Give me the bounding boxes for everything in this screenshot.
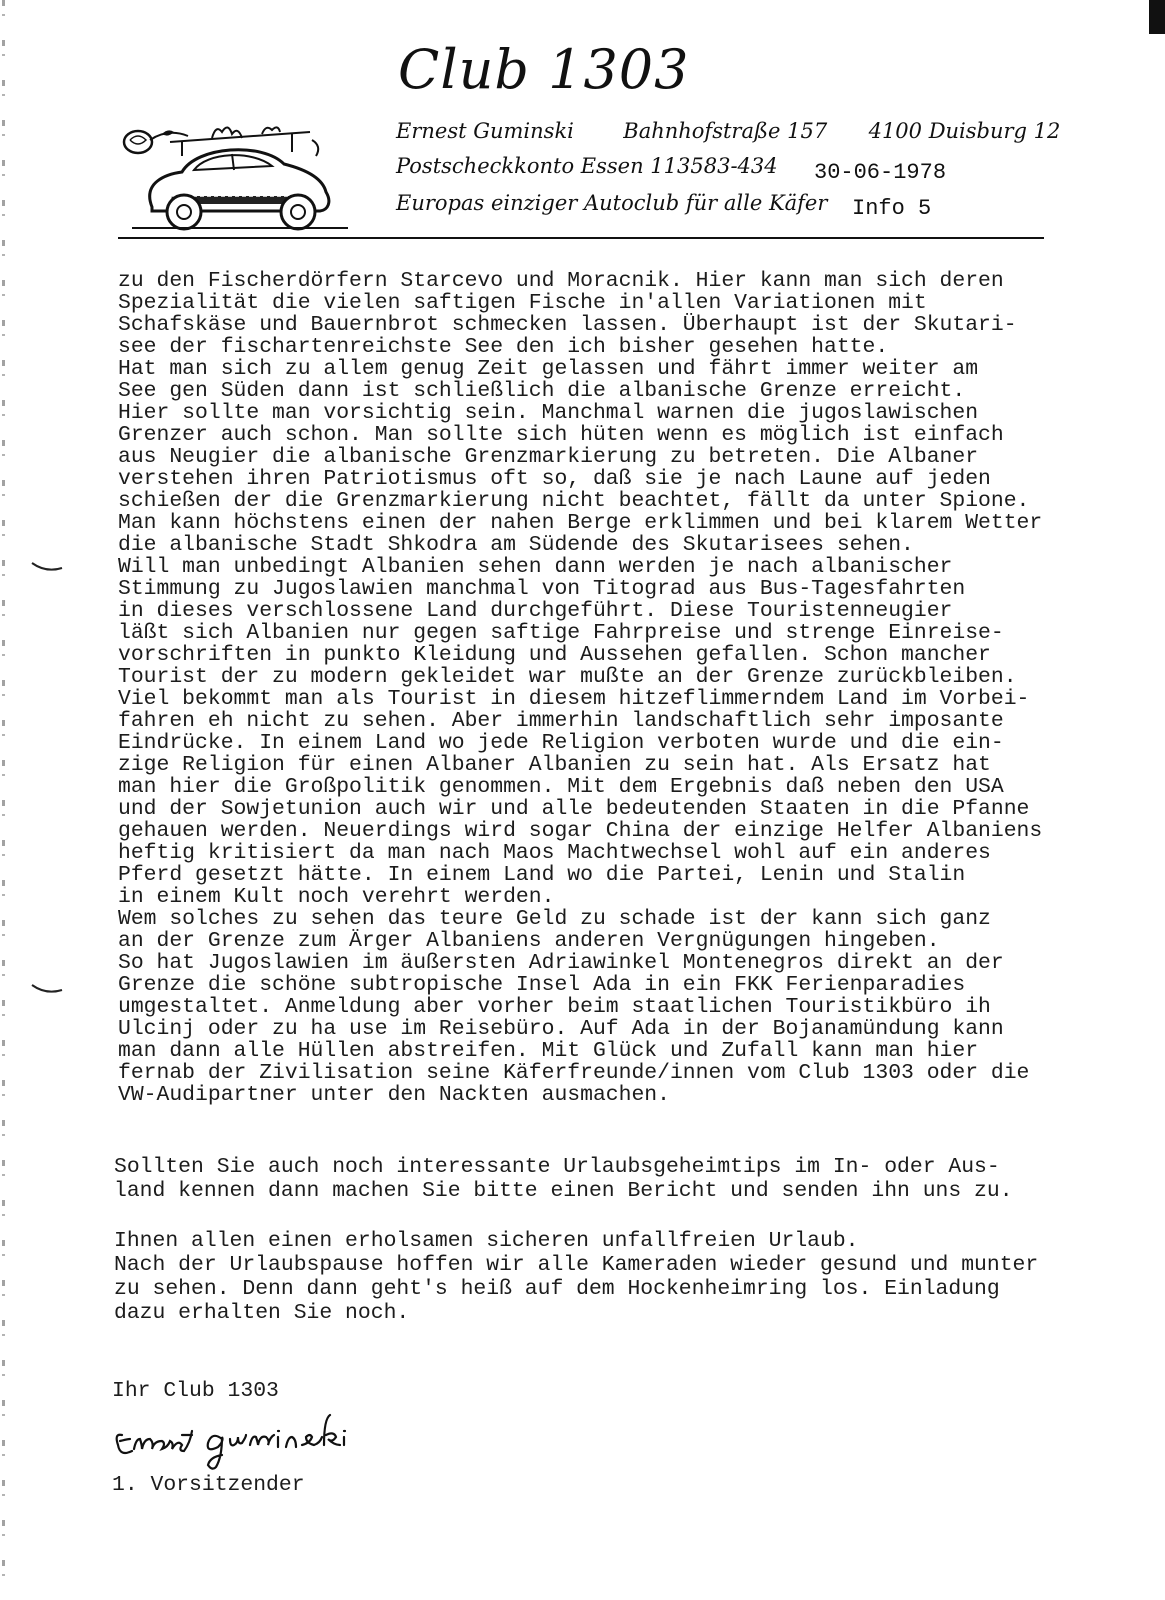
letter-date: 30-06-1978 — [814, 160, 947, 185]
body-line: umgestaltet. Anmeldung aber vorher beim staatlichen Touristikbüro ih — [118, 995, 991, 1019]
body-line: dazu erhalten Sie noch. — [114, 1301, 410, 1325]
body-line: see der fischartenreichste See den ich bisher gesehen hatte. — [118, 335, 889, 359]
body-line: zu sehen. Denn dann geht's heiß auf dem Hockenheimring los. Einladung — [114, 1277, 1000, 1301]
body-line: Pferd gesetzt hätte. In einem Land wo die Partei, Lenin und Stalin — [118, 863, 966, 887]
body-line: Viel bekommt man als Tourist in diesem hitzeflimmerndem Land im Vorbei- — [118, 687, 1030, 711]
body-line: aus Neugier die albanische Grenzmarkierung zu betreten. Die Albaner — [118, 445, 979, 469]
body-line: VW-Audipartner unter den Nackten ausmachen. — [118, 1083, 670, 1107]
body-line: verstehen ihren Patriotismus oft so, daß sie je nach Laune auf jeden — [118, 467, 991, 491]
club-tagline: Europas einziger Autoclub für alle Käfer — [396, 191, 828, 215]
body-line: Sollten Sie auch noch interessante Urlaubsgeheimtips im In- oder Aus- — [114, 1155, 1000, 1179]
body-line: Will man unbedingt Albanien sehen dann werden je nach albanischer — [118, 555, 953, 579]
member-name: Ernest Guminski — [396, 119, 574, 143]
club-title: Club 1303 — [398, 38, 690, 101]
body-line: Ulcinj oder zu ha use im Reisebüro. Auf Ada in der Bojanamündung kann — [118, 1017, 1004, 1041]
body-line: Wem solches zu sehen das teure Geld zu schade ist der kann sich ganz — [118, 907, 991, 931]
body-line: Hier sollte man vorsichtig sein. Manchmal warnen die jugoslawischen — [118, 401, 979, 425]
body-line: und der Sowjetunion auch wir und alle bedeutenden Staaten in die Pfanne — [118, 797, 1030, 821]
body-line: Man kann höchstens einen der nahen Berge erklimmen und bei klarem Wetter — [118, 511, 1043, 535]
body-line: Schafskäse und Bauernbrot schmecken lassen. Überhaupt ist der Skutari- — [118, 313, 1017, 337]
body-line: die albanische Stadt Shkodra am Südende des Skutarisees sehen. — [118, 533, 914, 557]
body-line: Hat man sich zu allem genug Zeit gelassen und fährt immer weiter am — [118, 357, 979, 381]
signer-role: 1. Vorsitzender — [112, 1473, 305, 1497]
info-number: Info 5 — [852, 196, 932, 221]
body-line: Tourist der zu modern gekleidet war mußte an der Grenze zurückbleiben. — [118, 665, 1017, 689]
body-line: So hat Jugoslawien im äußersten Adriawinkel Montenegros direkt an der — [118, 951, 1004, 975]
address-line — [396, 118, 1060, 144]
scan-corner-mark — [1149, 0, 1165, 34]
body-line: Grenzer auch schon. Man sollte sich hüten wenn es möglich ist einfach — [118, 423, 1004, 447]
body-line: an der Grenze zum Ärger Albaniens anderen Vergnügungen hingeben. — [118, 929, 940, 953]
body-line: zu den Fischerdörfern Starcevo und Moracnik. Hier kann man sich deren — [118, 269, 1004, 293]
body-line: Spezialität die vielen saftigen Fische in'allen Variationen mit — [118, 291, 927, 315]
body-line: land kennen dann machen Sie bitte einen Bericht und senden ihn uns zu. — [114, 1179, 1013, 1203]
body-line: zige Religion für einen Albaner Albanien zu sein hat. Als Ersatz hat — [118, 753, 991, 777]
body-line: heftig kritisiert da man nach Maos Machtwechsel wohl auf ein anderes — [118, 841, 991, 865]
body-line: Stimmung zu Jugoslawien manchmal von Titograd aus Bus-Tagesfahrten — [118, 577, 966, 601]
body-line: schießen der die Grenzmarkierung nicht beachtet, fällt da unter Spione. — [118, 489, 1030, 513]
body-line: Nach der Urlaubspause hoffen wir alle Kameraden wieder gesund und munter — [114, 1253, 1039, 1277]
scan-left-edge — [2, 0, 5, 1600]
body-line: vorschriften in punkto Kleidung und Aussehen gefallen. Schon mancher — [118, 643, 991, 667]
body-line: in einem Kult noch verehrt werden. — [118, 885, 555, 909]
body-line: fernab der Zivilisation seine Käferfreunde/innen vom Club 1303 oder die — [118, 1061, 1030, 1085]
margin-tick-mark — [30, 560, 64, 574]
postal-account: Postscheckkonto Essen 113583-434 — [396, 154, 778, 178]
beetle-car-logo — [112, 112, 354, 234]
body-line: Eindrücke. In einem Land wo jede Religion verboten wurde und die ein- — [118, 731, 1004, 755]
header-divider — [118, 237, 1044, 239]
body-line: See gen Süden dann ist schließlich die albanische Grenze erreicht. — [118, 379, 966, 403]
handwritten-signature — [112, 1405, 412, 1471]
street-address: Bahnhofstraße 157 — [623, 119, 828, 143]
body-line: läßt sich Albanien nur gegen saftige Fahrpreise und strenge Einreise- — [118, 621, 1004, 645]
body-line: in dieses verschlossene Land durchgeführt. Diese Touristenneugier — [118, 599, 953, 623]
margin-tick-mark — [30, 982, 64, 996]
body-line: gehauen werden. Neuerdings wird sogar China der einzige Helfer Albaniens — [118, 819, 1043, 843]
body-line: man dann alle Hüllen abstreifen. Mit Glück und Zufall kann man hier — [118, 1039, 979, 1063]
city-address: 4100 Duisburg 12 — [868, 119, 1061, 143]
body-line: fahren eh nicht zu sehen. Aber immerhin landschaftlich sehr imposante — [118, 709, 1004, 733]
closing-greeting: Ihr Club 1303 — [112, 1379, 279, 1403]
body-line: man hier die Großpolitik genommen. Mit dem Ergebnis daß neben den USA — [118, 775, 1004, 799]
body-line: Ihnen allen einen erholsamen sicheren unfallfreien Urlaub. — [114, 1229, 859, 1253]
body-line: Grenze die schöne subtropische Insel Ada in ein FKK Ferienparadies — [118, 973, 966, 997]
